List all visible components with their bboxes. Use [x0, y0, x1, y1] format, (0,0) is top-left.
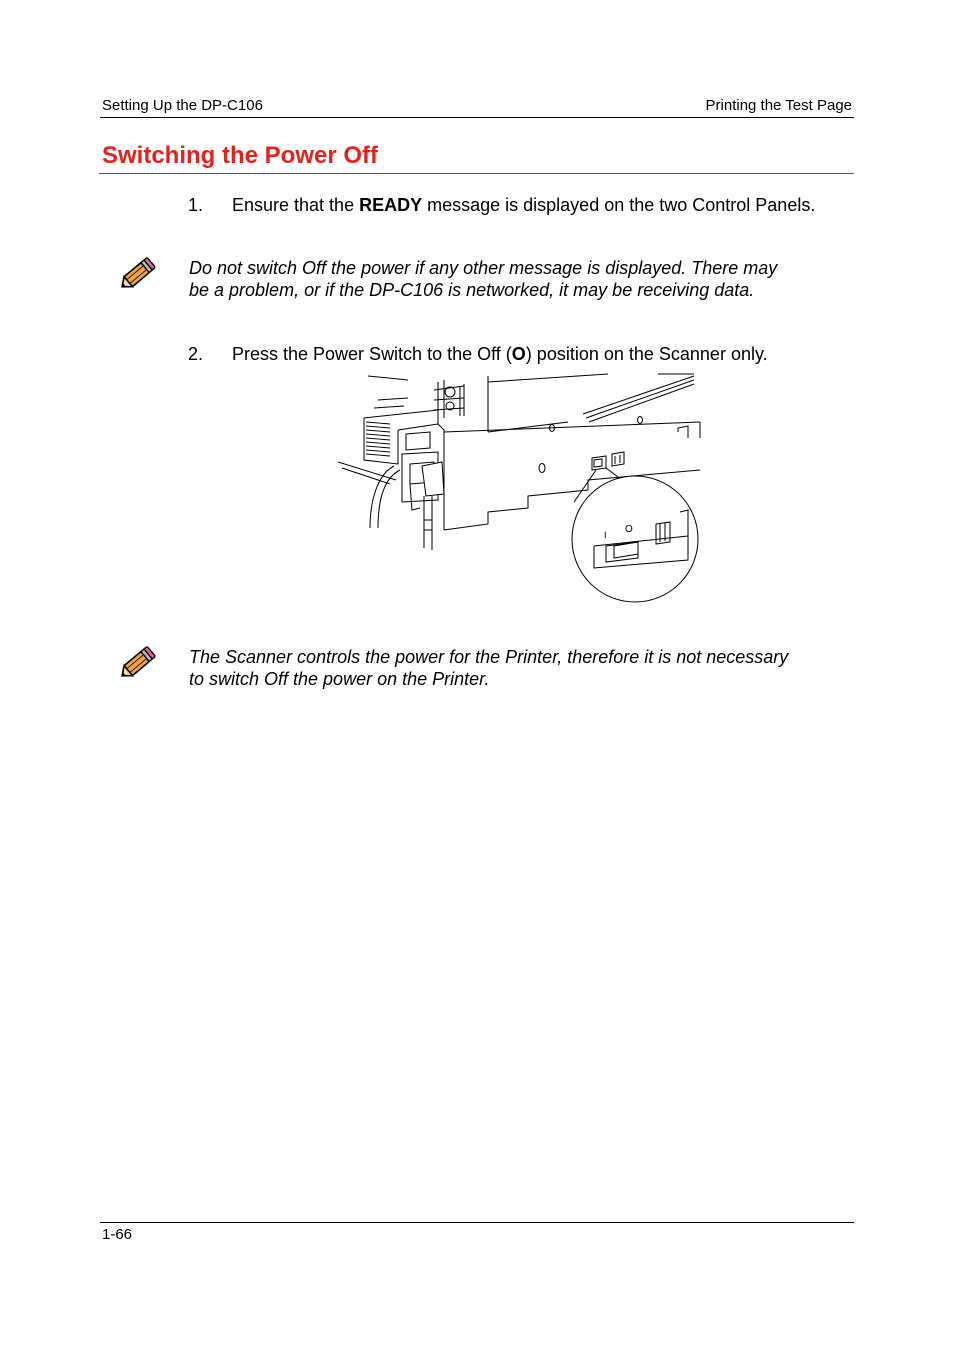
step-2-number: 2.	[188, 344, 204, 364]
step-2-text-end: ) position on the Scanner only.	[525, 344, 768, 364]
step-1-text-end: message is displayed on the two Control Panels.	[422, 195, 816, 215]
step-1-text-start: Ensure that the	[232, 195, 360, 215]
section-title: Switching the Power Off	[102, 142, 379, 169]
step-1-number: 1.	[188, 195, 204, 215]
note-1-line-1: Do not switch Off the power if any other message is displayed. There may	[189, 258, 778, 278]
running-header-right: Printing the Test Page	[705, 97, 852, 114]
note-2-text	[189, 646, 849, 690]
section-title-rule	[99, 173, 854, 174]
scanner-power-switch-figure	[338, 370, 702, 608]
step-2-text-start: Press the Power Switch to the Off (	[232, 344, 512, 364]
note-1-line-2: be a problem, or if the DP-C106 is networked, it may be receiving data.	[189, 280, 755, 300]
note-2-line-2: to switch Off the power on the Printer.	[189, 669, 490, 689]
footer-rule	[100, 1222, 854, 1223]
header-rule	[100, 117, 854, 118]
step-1-bold-keyword: READY	[359, 195, 423, 215]
pencil-note-icon	[116, 254, 158, 296]
step-2-bold-keyword: O	[511, 344, 526, 364]
page-number: 1-66	[102, 1226, 133, 1243]
running-header-left: Setting Up the DP-C106	[102, 97, 263, 114]
note-1-text	[189, 257, 849, 301]
pencil-note-icon	[116, 643, 158, 685]
step-2-text	[232, 343, 768, 365]
note-2-line-1: The Scanner controls the power for the Printer, therefore it is not necessary	[189, 647, 789, 667]
step-1-text	[232, 194, 815, 216]
switch-off-mark: O	[625, 524, 633, 535]
switch-on-mark: I	[604, 530, 607, 540]
